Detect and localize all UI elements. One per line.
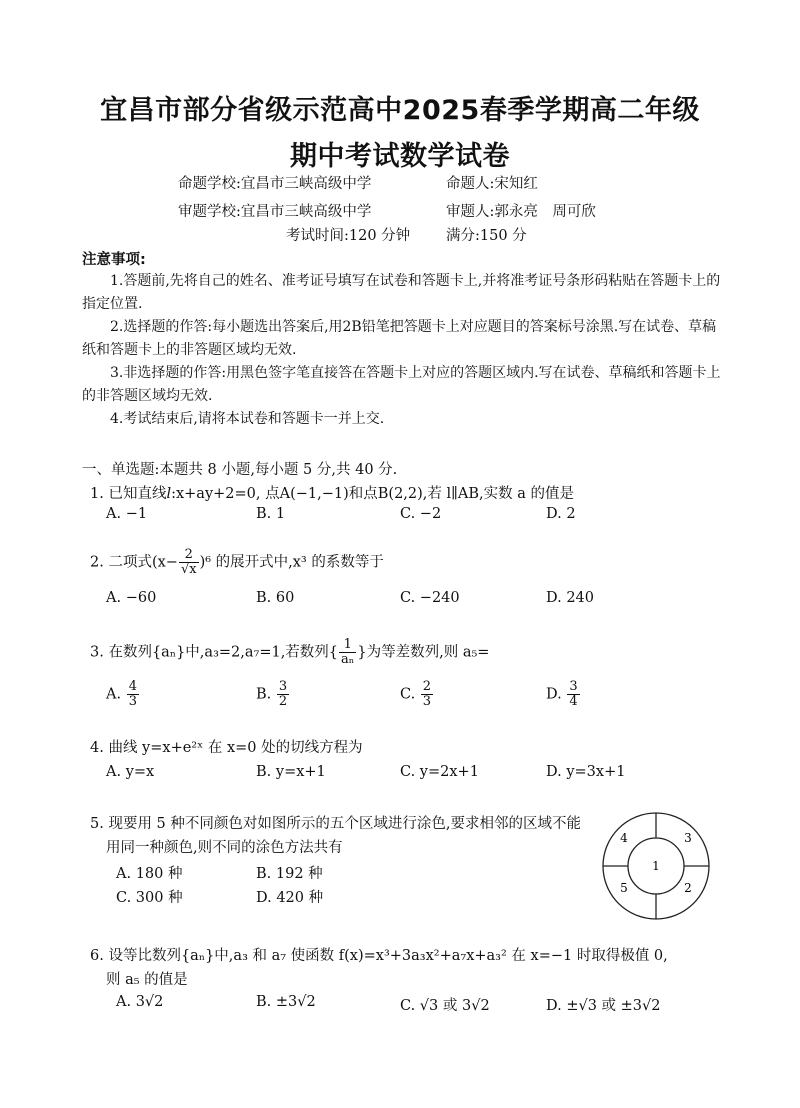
q5-option-d: D. 420 种 xyxy=(256,890,324,906)
question-4-stem: 4. 曲线 y=x+e²ˣ 在 x=0 处的切线方程为 xyxy=(90,740,363,756)
exam-time: 考试时间:120 分钟 xyxy=(286,228,411,244)
q2-option-b: B. 60 xyxy=(256,590,295,606)
q3-option-a: A. $\frac{4}{3}$ xyxy=(106,679,137,709)
notes-heading: 注意事项: xyxy=(82,252,146,268)
q5-option-c: C. 300 种 xyxy=(116,890,183,906)
q6-option-a: A. 3√2 xyxy=(116,994,164,1010)
q4-option-c: C. y=2x+1 xyxy=(400,764,479,780)
q4-option-b: B. y=x+1 xyxy=(256,764,326,780)
coloring-regions-diagram xyxy=(600,810,712,922)
note-item: 3.非选择题的作答:用黑色签字笔直接答在答题卡上对应的答题区域内.写在试卷、草稿纸和答题卡上的非答题区域均无效. xyxy=(82,365,721,404)
q1-option-a: A. −1 xyxy=(106,506,148,522)
exam-title-line1: 宜昌市部分省级示范高中2025春季学期高二年级 xyxy=(100,95,700,126)
q2-option-a: A. −60 xyxy=(106,590,157,606)
q1-option-d: D. 2 xyxy=(546,506,576,522)
exam-title-line2: 期中考试数学试卷 xyxy=(290,141,510,172)
q4-option-d: D. y=3x+1 xyxy=(546,764,626,780)
reviewers: 审题人:郭永亮 周可欣 xyxy=(446,204,596,220)
proposer: 命题人:宋知红 xyxy=(446,176,538,192)
region-label: 4 xyxy=(620,831,628,845)
q1-option-b: B. 1 xyxy=(256,506,286,522)
section-heading: 一、单选题:本题共 8 小题,每小题 5 分,共 40 分. xyxy=(82,462,398,478)
region-label: 5 xyxy=(620,881,628,895)
q2-option-c: C. −240 xyxy=(400,590,460,606)
question-1-stem: 1. 已知直线l:x+ay+2=0, 点A(−1,−1)和点B(2,2),若 l∥AB,实数 a 的值是 xyxy=(90,486,574,502)
proposing-school: 命题学校:宜昌市三峡高级中学 xyxy=(178,176,372,192)
note-item: 2.选择题的作答:每小题选出答案后,用2B铅笔把答题卡上对应题目的答案标号涂黑.写在试卷、草稿纸和答题卡上的非答题区域均无效. xyxy=(82,319,717,358)
question-6-stem-line1: 6. 设等比数列{aₙ}中,a₃ 和 a₇ 使函数 f(x)=x³+3a₃x²+a₇x+a₃² 在 x=−1 时取得极值 0, xyxy=(90,948,668,964)
q3-option-c: C. $\frac{2}{3}$ xyxy=(400,679,432,709)
q4-option-a: A. y=x xyxy=(106,764,155,780)
q6-option-d: D. ±√3 或 ±3√2 xyxy=(546,998,661,1014)
note-item: 4.考试结束后,请将本试卷和答题卡一并上交. xyxy=(110,411,385,427)
question-5-stem-line1: 5. 现要用 5 种不同颜色对如图所示的五个区域进行涂色,要求相邻的区域不能 xyxy=(90,816,581,832)
question-6-stem-line2: 则 a₅ 的值是 xyxy=(106,972,188,988)
region-label: 3 xyxy=(684,831,692,845)
q2-option-d: D. 240 xyxy=(546,590,595,606)
fraction: $\frac{2}{√x}$ xyxy=(180,547,197,577)
full-score: 满分:150 分 xyxy=(446,228,527,244)
note-item: 1.答题前,先将自己的姓名、准考证号填写在试卷和答题卡上,并将准考证号条形码粘贴在答题卡上的指定位置. xyxy=(82,273,721,312)
reviewing-school: 审题学校:宜昌市三峡高级中学 xyxy=(178,204,372,220)
question-5-stem-line2: 用同一种颜色,则不同的涂色方法共有 xyxy=(106,840,343,856)
q6-option-c: C. √3 或 3√2 xyxy=(400,998,490,1014)
region-label: 1 xyxy=(652,859,660,873)
q1-option-c: C. −2 xyxy=(400,506,442,522)
q3-option-d: D. $\frac{3}{4}$ xyxy=(546,679,578,709)
fraction: $\frac{1}{\text{aₙ}}$ xyxy=(341,637,355,667)
region-label: 2 xyxy=(684,881,692,895)
q5-option-a: A. 180 种 xyxy=(116,866,183,882)
q3-option-b: B. $\frac{3}{2}$ xyxy=(256,679,288,709)
question-3-stem: 3. 在数列{aₙ}中,a₃=2,a₇=1,若数列{ $\frac{1}{\text{aₙ}}$ }为等差数列,则 a₅= xyxy=(90,637,490,667)
q6-option-b: B. ±3√2 xyxy=(256,994,316,1010)
q5-option-b: B. 192 种 xyxy=(256,866,323,882)
question-2-stem: 2. 二项式(x− $\frac{2}{√x}$ )⁶ 的展开式中,x³ 的系数等于 xyxy=(90,547,384,577)
